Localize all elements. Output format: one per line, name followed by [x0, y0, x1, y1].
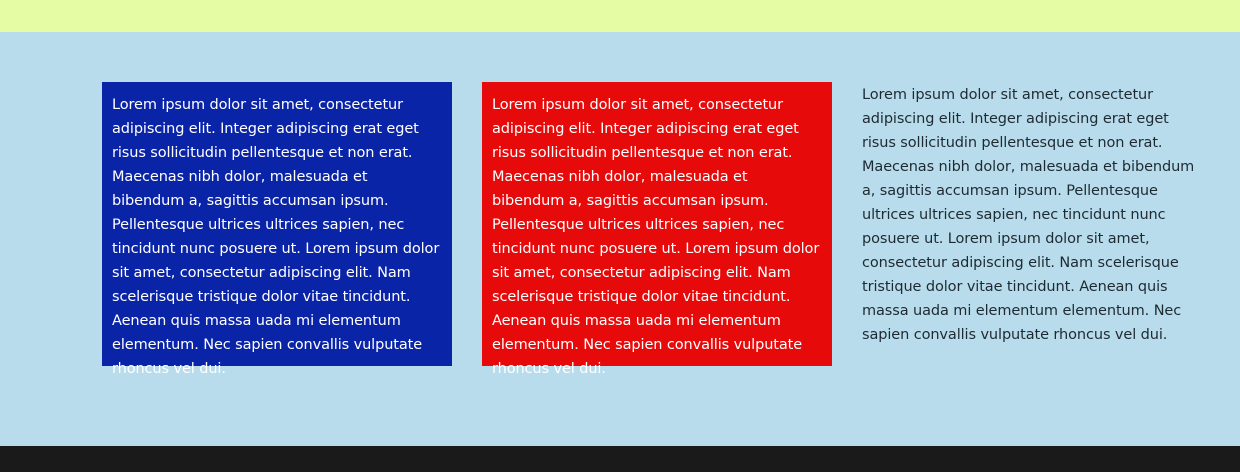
- bottom-bar: [0, 446, 1240, 472]
- plain-text-block: Lorem ipsum dolor sit amet, consectetur adipiscing elit. Integer adipiscing erat eget risus sollicitudin pellentesque et non erat. Maecenas nibh dolor, malesuada et bibendum a, sagittis accumsan ipsum. Pellentesque ultrices ultrices sapien, nec tincidunt nunc posuere ut. Lorem ipsum dolor sit amet, consectetur adipiscing elit. Nam scelerisque tristique dolor vitae tincidunt. Aenean quis massa uada mi elementum elementum. Nec sapien convallis vulputate rhoncus vel dui.: [862, 87, 1195, 343]
- red-text-box: Lorem ipsum dolor sit amet, consectetur adipiscing elit. Integer adipiscing erat eget risus sollicitudin pellentesque et non erat. Maecenas nibh dolor, malesuada et bibendum a, sagittis accumsan ipsum. Pellentesque ultrices ultrices sapien, nec tincidunt nunc posuere ut. Lorem ipsum dolor sit amet, consectetur adipiscing elit. Nam scelerisque tristique dolor vitae tincidunt. Aenean quis massa uada mi elementum elementum. Nec sapien convallis vulputate rhoncus vel dui.: [482, 82, 832, 366]
- blue-text-box: Lorem ipsum dolor sit amet, consectetur adipiscing elit. Integer adipiscing erat eget risus sollicitudin pellentesque et non erat. Maecenas nibh dolor, malesuada et bibendum a, sagittis accumsan ipsum. Pellentesque ultrices ultrices sapien, nec tincidunt nunc posuere ut. Lorem ipsum dolor sit amet, consectetur adipiscing elit. Nam scelerisque tristique dolor vitae tincidunt. Aenean quis massa uada mi elementum elementum. Nec sapien convallis vulputate rhoncus vel dui.: [102, 82, 452, 366]
- top-bar: [0, 0, 1240, 32]
